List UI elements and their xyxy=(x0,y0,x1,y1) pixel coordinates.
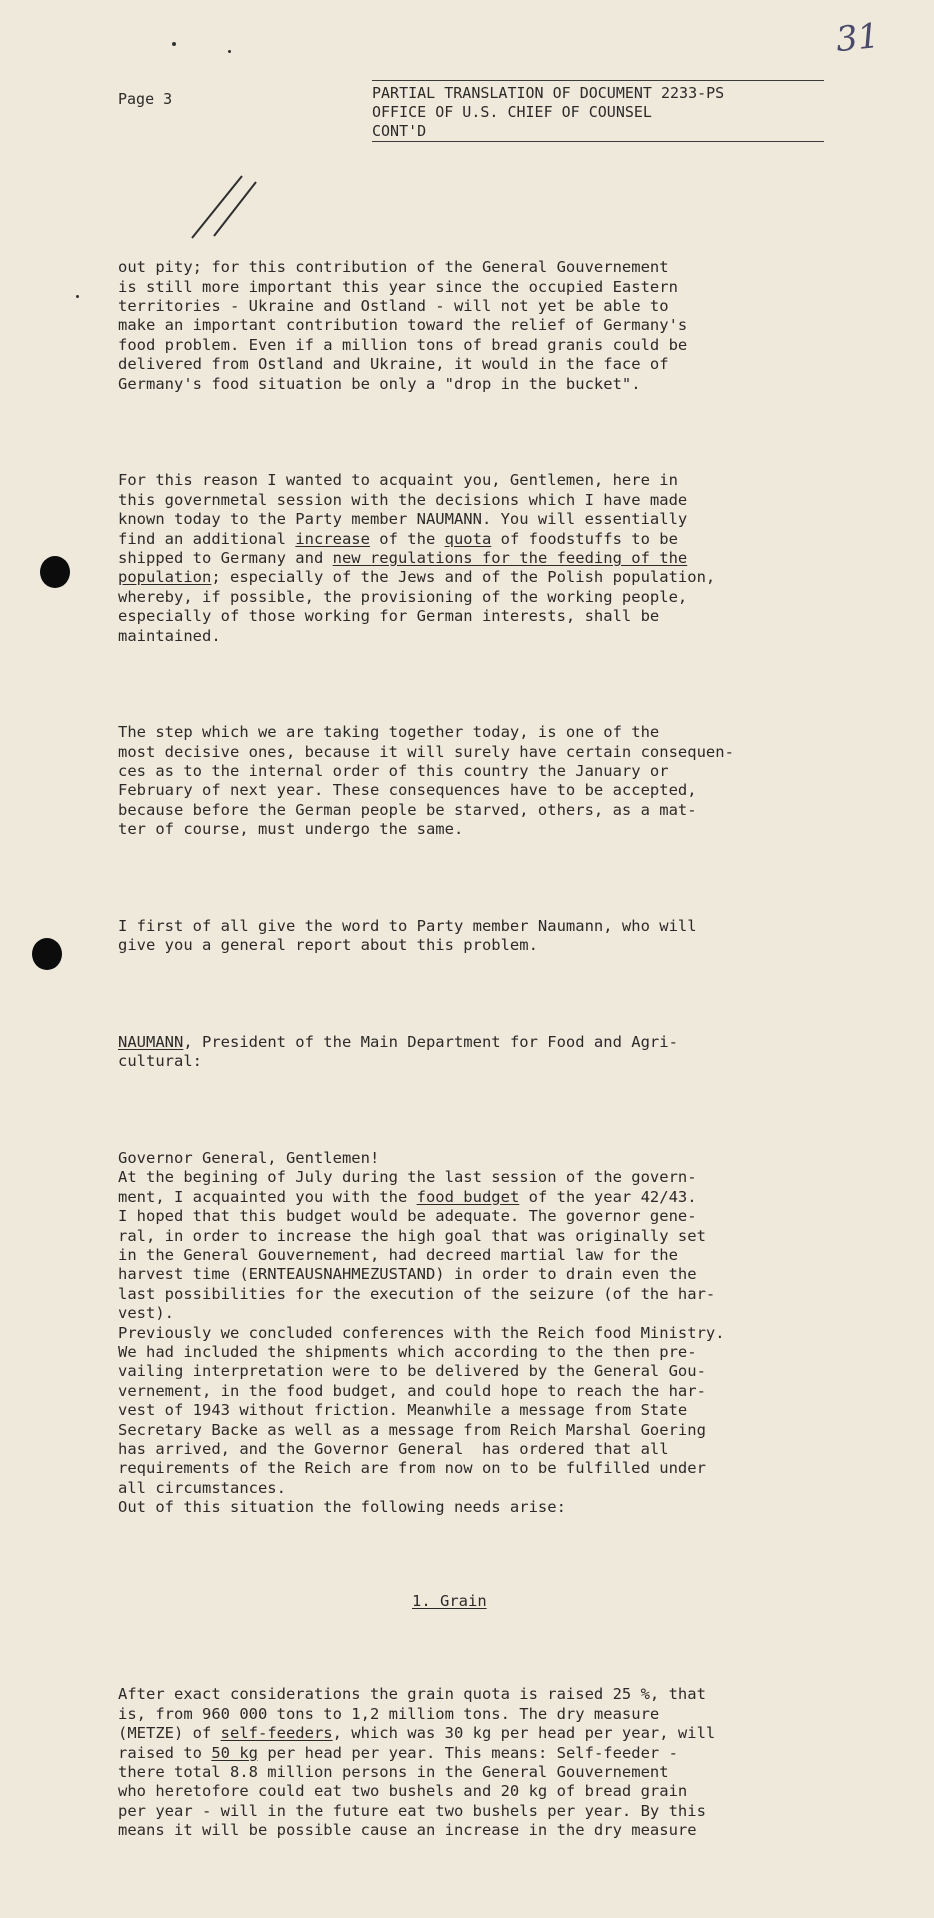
underlined-food-budget: food budget xyxy=(416,1187,520,1206)
ink-speck xyxy=(228,50,231,53)
paragraph-2: For this reason I wanted to acquaint you, Gentlemen, here in this governmetal session with the decisions which I have made known today to the Party member NAUMANN. You will essentially find an additional increase of the quota of foodstuffs to be shipped to Germany and new regulations for the feeding of the population; especially of the Jews and of the Polish population, whereby, if possible, the provisioning of the working people, especially of those working for German interests, shall be maintained. xyxy=(118,471,716,645)
speaker-name: NAUMANN xyxy=(118,1032,184,1051)
underlined-self-feeders: self-feeders xyxy=(220,1724,333,1743)
ink-speck xyxy=(172,42,176,46)
header-line-1: PARTIAL TRANSLATION OF DOCUMENT 2233-PS xyxy=(372,84,725,102)
paragraph-4: I first of all give the word to Party member Naumann, who will give you a general report about this problem. xyxy=(118,916,697,955)
paragraph-naumann-speech: Governor General, Gentlemen! At the begining of July during the last session of the govern- ment, I acquainted you with the food budget of the year 42/43. I hoped that this budget would be adequate. The governor gene- ral, in order to increase the high goal that was originally set in the General Gouvernement, had decreed martial law for the harvest time (ERNTEAUSNAHMEZUSTAND) in order to drain even the last possibilities for the execution of the seizure (of the har- vest). Previously we concluded conferences with the Reich food Ministry. We had included the shipments which according to the then pre- vailing interpretation were to be delivered by the General Gou- vernement, in the food budget, and could hope to reach the har- vest of 1943 without friction. Meanwhile a message from State Secretary Backe as well as a message from Reich Marshal Goering has arrived, and the Governor General has ordered that all requirements of the Reich are from now on to be fulfilled under all circumstances. Out of this situation the following needs arise: xyxy=(118,1148,725,1517)
paragraph-1: out pity; for this contribution of the General Gouvernement is still more important this year since the occupied Eastern territories - Ukraine and Ostland - will not yet be able to make an important contribution toward the relief of Germany's food problem. Even if a million tons of bread granis could be delivered from Ostland and Ukraine, it would in the face of Germany's food situation be only a "drop in the bucket". xyxy=(118,258,688,393)
ink-speck xyxy=(76,295,79,298)
underlined-new-regulations: new regulations for the feeding of the population xyxy=(118,548,688,587)
page-label: Page 3 xyxy=(118,90,173,108)
document-body xyxy=(118,200,878,1918)
underlined-increase: increase xyxy=(295,529,370,548)
punch-hole-bottom xyxy=(32,938,62,970)
underlined-quota: quota xyxy=(444,529,492,548)
section-heading-grain: 1. Grain xyxy=(412,1591,487,1610)
underlined-50kg: 50 kg xyxy=(211,1743,258,1762)
paragraph-speaker-naumann: NAUMANN, President of the Main Department for Food and Agri- cultural: xyxy=(118,1032,678,1071)
handwritten-page-number: 31 xyxy=(834,15,882,61)
document-header xyxy=(372,80,824,142)
paragraph-3: The step which we are taking together today, is one of the most decisive ones, because it will surely have certain consequen- ces as to the internal order of this country the January or February of next year. These consequences have to be accepted, because before the German people be starved, others, as a mat- ter of course, must undergo the same. xyxy=(118,723,734,839)
header-line-3: CONT'D xyxy=(372,122,824,142)
punch-hole-top xyxy=(40,556,70,588)
paragraph-grain: After exact considerations the grain quota is raised 25 %, that is, from 960 000 tons to 1,2 milliom tons. The dry measure (METZE) of self-feeders, which was 30 kg per head per year, will raised to 50 kg per head per year. This means: Self-feeder - there total 8.8 million persons in the General Gouvernement who heretofore could eat two bushels and 20 kg of bread grain per year - will in the future eat two bushels per year. By this means it will be possible cause an increase in the dry measure xyxy=(118,1685,716,1840)
header-line-2: OFFICE OF U.S. CHIEF OF COUNSEL xyxy=(372,103,652,121)
